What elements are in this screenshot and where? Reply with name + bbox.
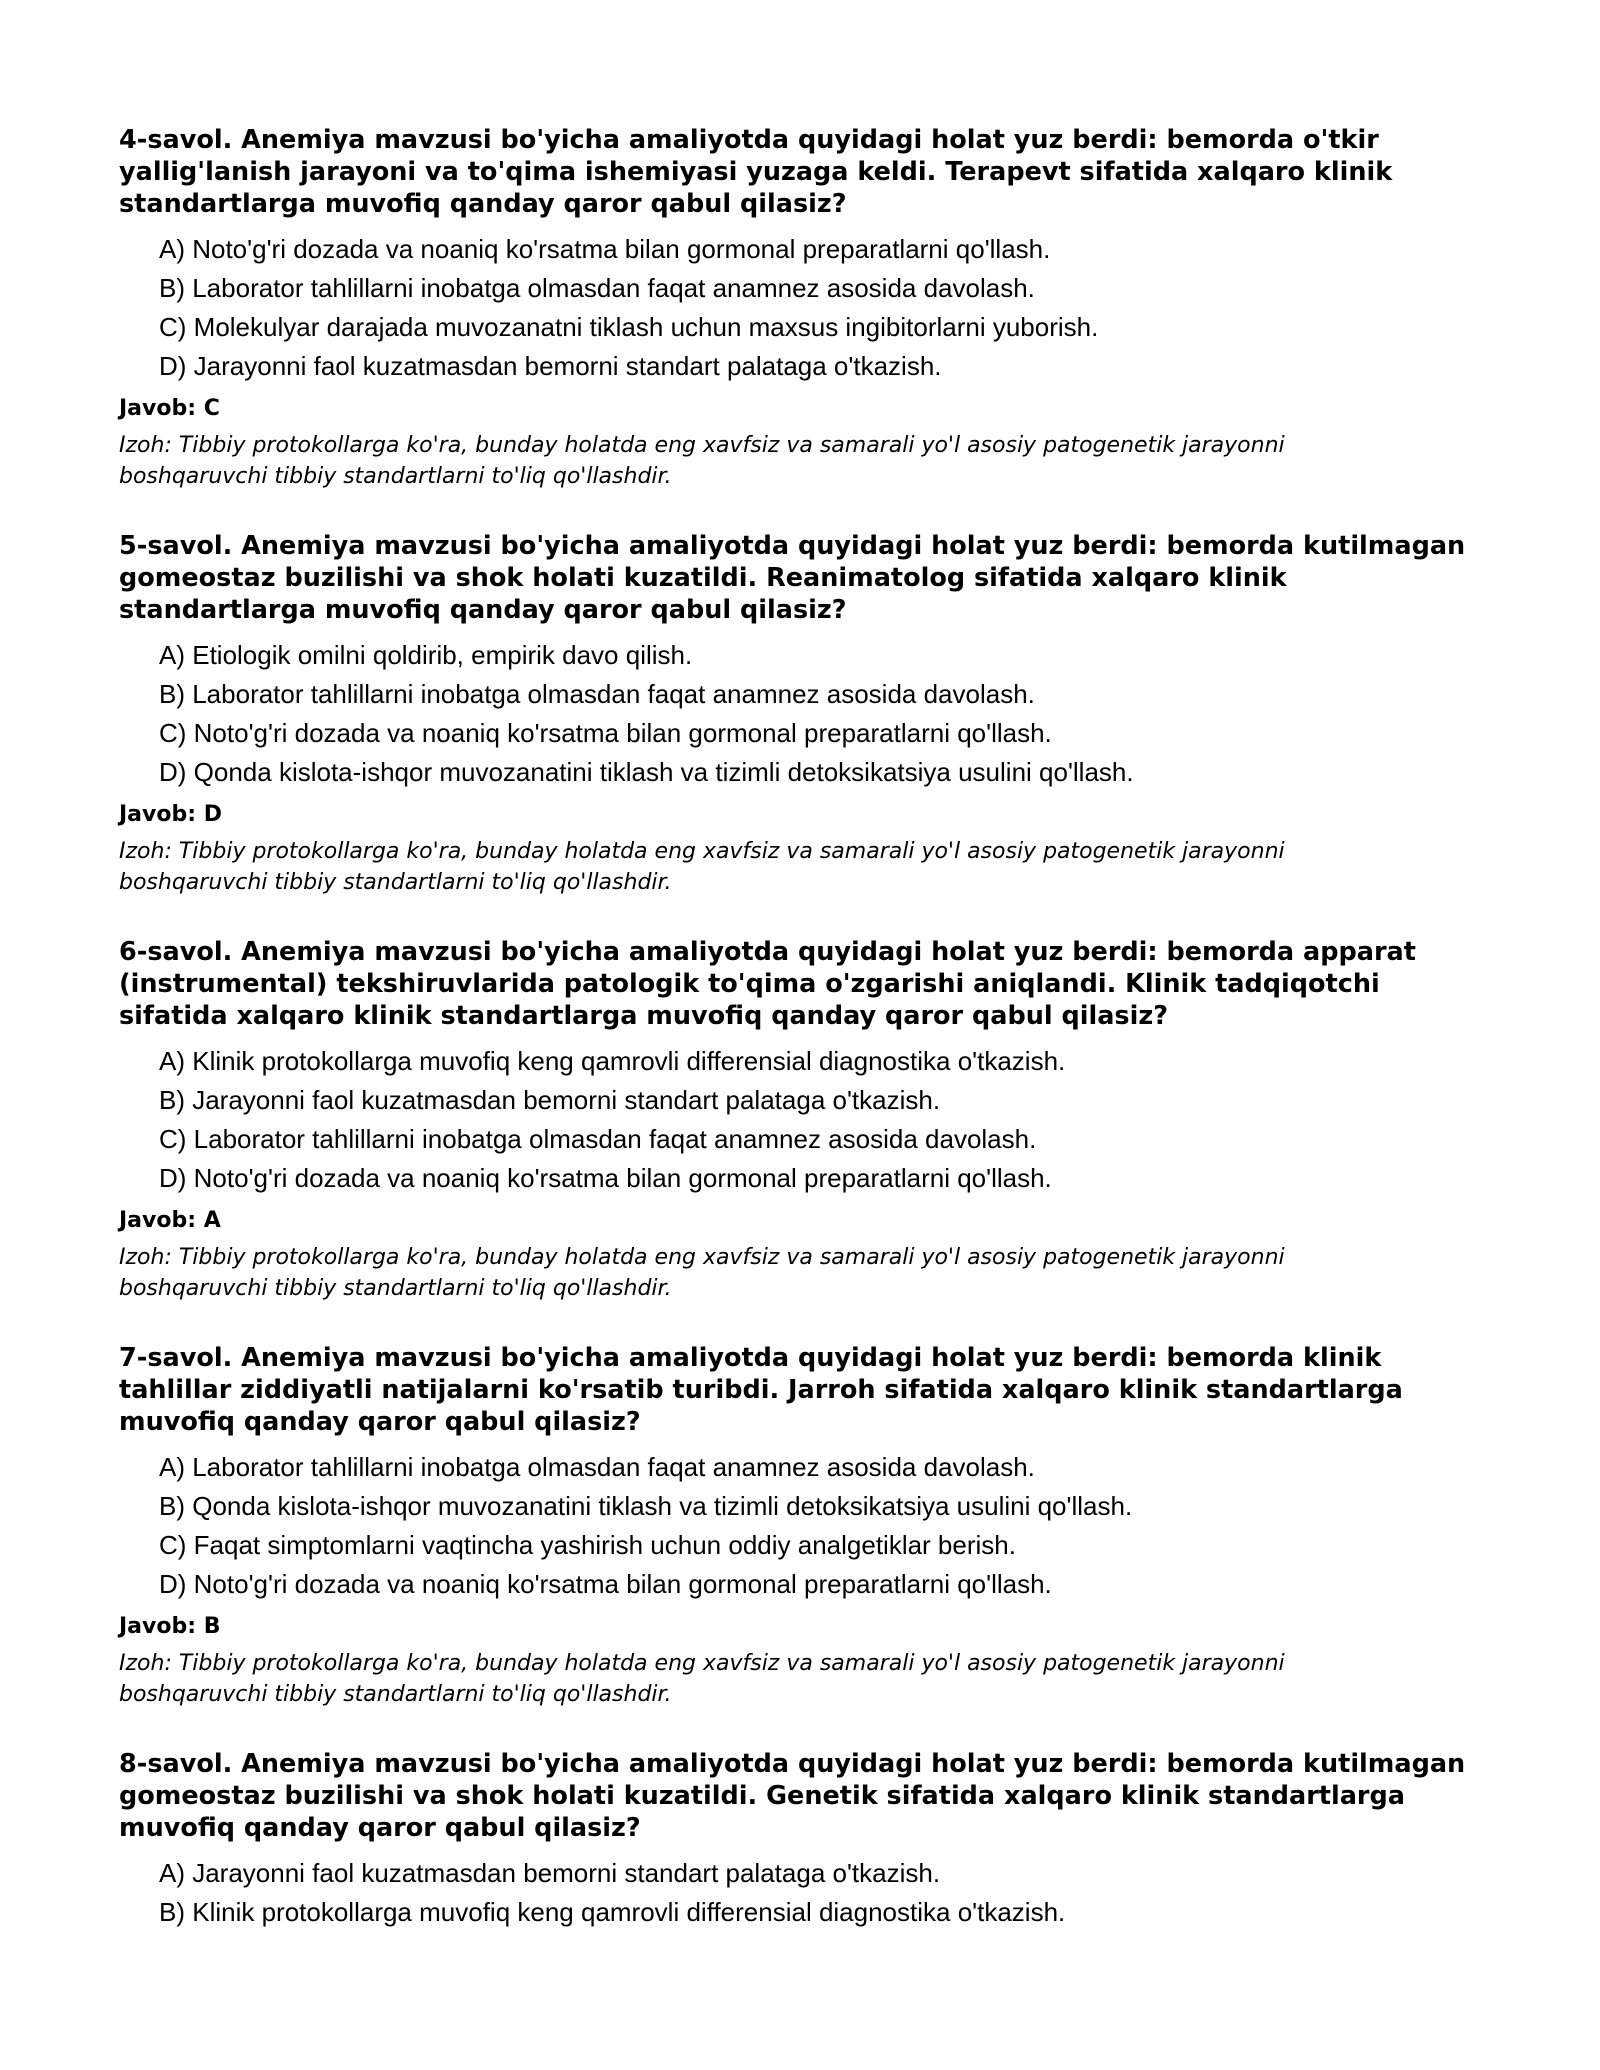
question-5 [119, 530, 1489, 898]
option-a: A) Jarayonni faol kuzatmasdan bemorni standart palataga o'tkazish. [159, 1858, 941, 1888]
question-8 [119, 1748, 1489, 1932]
answer-label: Javob: D [119, 802, 222, 827]
options-list [119, 230, 1489, 386]
option-a: A) Etiologik omilni qoldirib, empirik davo qilish. [159, 640, 693, 670]
option-b: B) Qonda kislota-ishqor muvozanatini tiklash va tizimli detoksikatsiya usulini qo'llash. [159, 1491, 1133, 1521]
question-7 [119, 1342, 1489, 1710]
options-list [119, 1042, 1489, 1198]
option-b: B) Laborator tahlillarni inobatga olmasdan faqat anamnez asosida davolash. [159, 679, 1035, 709]
answer-label: Javob: A [119, 1208, 221, 1233]
answer-label: Javob: B [119, 1614, 221, 1639]
explanation-note: Izoh: Tibbiy protokollarga ko'ra, bunday holatda eng xavfsiz va samarali yo'l asosiy patogenetik jarayonni boshqaruvchi tibbiy standartlarni to'liq qo'llashdir. [119, 1651, 1285, 1707]
option-a: A) Laborator tahlillarni inobatga olmasdan faqat anamnez asosida davolash. [159, 1452, 1035, 1482]
options-list [119, 1854, 1489, 1932]
question-title: 6-savol. Anemiya mavzusi bo'yicha amaliyotda quyidagi holat yuz berdi: bemorda apparat (instrumental) tekshiruvlarida patologik to'qima o'zgarishi aniqlandi. Klinik tadqiqotchi sifatida xalqaro klinik standartlarga muvofiq qanday qaror qabul qilasiz? [119, 937, 1416, 1031]
option-a: A) Noto'g'ri dozada va noaniq ko'rsatma bilan gormonal preparatlarni qo'llash. [159, 234, 1051, 264]
option-d: D) Noto'g'ri dozada va noaniq ko'rsatma bilan gormonal preparatlarni qo'llash. [159, 1163, 1052, 1193]
question-6 [119, 936, 1489, 1304]
explanation-note: Izoh: Tibbiy protokollarga ko'ra, bunday holatda eng xavfsiz va samarali yo'l asosiy patogenetik jarayonni boshqaruvchi tibbiy standartlarni to'liq qo'llashdir. [119, 433, 1285, 489]
option-d: D) Noto'g'ri dozada va noaniq ko'rsatma bilan gormonal preparatlarni qo'llash. [159, 1569, 1052, 1599]
option-c: C) Molekulyar darajada muvozanatni tiklash uchun maxsus ingibitorlarni yuborish. [159, 312, 1099, 342]
answer-label: Javob: C [119, 396, 220, 421]
explanation-note: Izoh: Tibbiy protokollarga ko'ra, bunday holatda eng xavfsiz va samarali yo'l asosiy patogenetik jarayonni boshqaruvchi tibbiy standartlarni to'liq qo'llashdir. [119, 839, 1285, 895]
explanation-note: Izoh: Tibbiy protokollarga ko'ra, bunday holatda eng xavfsiz va samarali yo'l asosiy patogenetik jarayonni boshqaruvchi tibbiy standartlarni to'liq qo'llashdir. [119, 1245, 1285, 1301]
option-c: C) Faqat simptomlarni vaqtincha yashirish uchun oddiy analgetiklar berish. [159, 1530, 1016, 1560]
option-d: D) Jarayonni faol kuzatmasdan bemorni standart palataga o'tkazish. [159, 351, 942, 381]
question-title: 5-savol. Anemiya mavzusi bo'yicha amaliyotda quyidagi holat yuz berdi: bemorda kutilmagan gomeostaz buzilishi va shok holati kuzatildi. Reanimatolog sifatida xalqaro klinik standartlarga muvofiq qanday qaror qabul qilasiz? [119, 531, 1466, 625]
option-c: C) Noto'g'ri dozada va noaniq ko'rsatma bilan gormonal preparatlarni qo'llash. [159, 718, 1052, 748]
option-a: A) Klinik protokollarga muvofiq keng qamrovli differensial diagnostika o'tkazish. [159, 1046, 1066, 1076]
document-page [119, 124, 1489, 1970]
option-b: B) Jarayonni faol kuzatmasdan bemorni standart palataga o'tkazish. [159, 1085, 941, 1115]
options-list [119, 1448, 1489, 1604]
question-title: 4-savol. Anemiya mavzusi bo'yicha amaliyotda quyidagi holat yuz berdi: bemorda o'tkir yallig'lanish jarayoni va to'qima ishemiyasi yuzaga keldi. Terapevt sifatida xalqaro klinik standartlarga muvofiq qanday qaror qabul qilasiz? [119, 125, 1393, 219]
question-title: 8-savol. Anemiya mavzusi bo'yicha amaliyotda quyidagi holat yuz berdi: bemorda kutilmagan gomeostaz buzilishi va shok holati kuzatildi. Genetik sifatida xalqaro klinik standartlarga muvofiq qanday qaror qabul qilasiz? [119, 1749, 1466, 1843]
question-title: 7-savol. Anemiya mavzusi bo'yicha amaliyotda quyidagi holat yuz berdi: bemorda klinik tahlillar ziddiyatli natijalarni ko'rsatib turibdi. Jarroh sifatida xalqaro klinik standartlarga muvofiq qanday qaror qabul qilasiz? [119, 1343, 1403, 1437]
question-4 [119, 124, 1489, 492]
option-b: B) Laborator tahlillarni inobatga olmasdan faqat anamnez asosida davolash. [159, 273, 1035, 303]
options-list [119, 636, 1489, 792]
option-c: C) Laborator tahlillarni inobatga olmasdan faqat anamnez asosida davolash. [159, 1124, 1037, 1154]
option-b: B) Klinik protokollarga muvofiq keng qamrovli differensial diagnostika o'tkazish. [159, 1897, 1066, 1927]
option-d: D) Qonda kislota-ishqor muvozanatini tiklash va tizimli detoksikatsiya usulini qo'llash. [159, 757, 1134, 787]
